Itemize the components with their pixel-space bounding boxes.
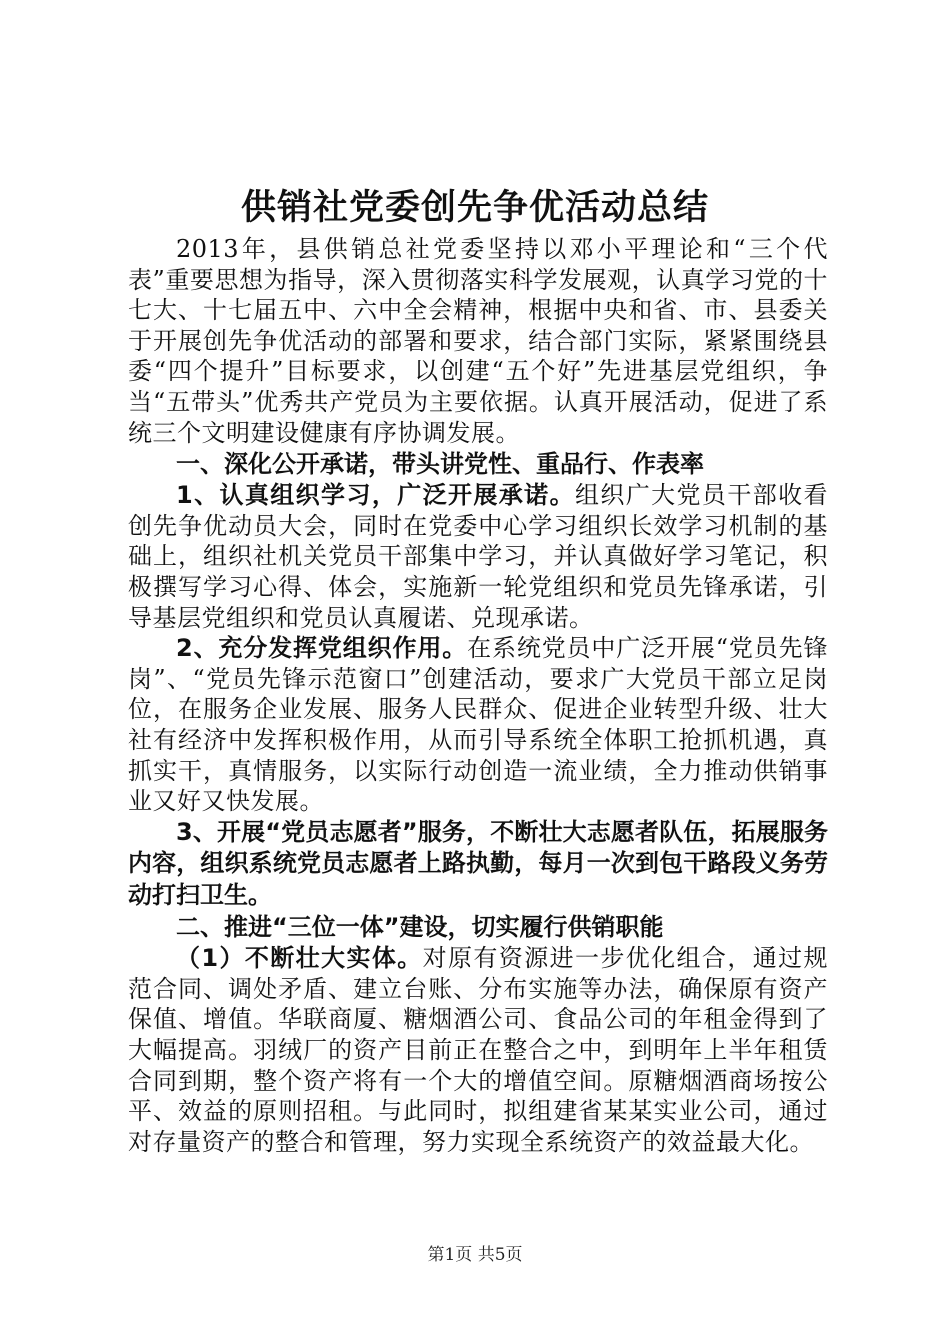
item-4-text: 对原有资源进一步优化组合，通过规范合同、调处矛盾、建立台账、分布实施等办法，确保原有资产保值、增值。华联商厦、糖烟酒公司、食品公司的年租金得到了大幅提高。羽绒厂的资产目前正在整合之中，到明年上半年租赁合同到期，整个资产将有一个大的增值空间。原糖烟酒商场按公平、效益的原则招租。与此同时，拟组建省某某实业公司，通过对存量资产的整合和管理，努力实现全系统资产的效益最大化。 <box>128 944 829 1156</box>
item-3-paragraph: 3、开展“党员志愿者”服务，不断壮大志愿者队伍，拓展服务内容，组织系统党员志愿者上路执勤，每月一次到包干路段义务劳动打扫卫生。 <box>128 817 828 909</box>
item-4-paragraph <box>128 943 828 1157</box>
document-title: 供销社党委创先争优活动总结 <box>240 188 709 228</box>
item-2-lead: 2、充分发挥党组织作用。 <box>176 634 468 663</box>
page-footer: 第1页 共5页 <box>427 1245 523 1265</box>
item-2-paragraph <box>128 633 828 817</box>
section-2-heading: 二、推进“三位一体”建设，切实履行供销职能 <box>176 913 664 942</box>
item-2-text: 在系统党员中广泛开展“党员先锋岗”、“党员先锋示范窗口”创建活动，要求广大党员干部立足岗位，在服务企业发展、服务人民群众、促进企业转型升级、壮大社有经济中发挥积极作用，从而引导系统全体职工抢抓机遇，真抓实干，真情服务，以实际行动创造一流业绩，全力推动供销事业又好又快发展。 <box>128 634 828 816</box>
item-1-text: 组织广大党员干部收看创先争优动员大会，同时在党委中心学习组织长效学习机制的基础上，组织社机关党员干部集中学习，并认真做好学习笔记，积极撰写学习心得、体会，实施新一轮党组织和党员先锋承诺，引导基层党组织和党员认真履诺、兑现承诺。 <box>128 481 828 632</box>
item-1-paragraph <box>128 480 828 633</box>
document-body <box>128 234 828 1157</box>
intro-paragraph: 2013年，县供销总社党委坚持以邓小平理论和“三个代表”重要思想为指导，深入贯彻落实科学发展观，认真学习党的十七大、十七届五中、六中全会精神，根据中央和省、市、县委关于开展创先争优活动的部署和要求，结合部门实际，紧紧围绕县委“四个提升”目标要求，以创建“五个好”先进基层党组织，争当“五带头”优秀共产党员为主要依据。认真开展活动，促进了系统三个文明建设健康有序协调发展。 <box>128 235 828 447</box>
item-1-lead: 1、认真组织学习，广泛开展承诺。 <box>176 481 575 510</box>
item-4-lead: （1）不断壮大实体。 <box>176 944 423 973</box>
section-1-heading: 一、深化公开承诺，带头讲党性、重品行、作表率 <box>176 450 704 479</box>
